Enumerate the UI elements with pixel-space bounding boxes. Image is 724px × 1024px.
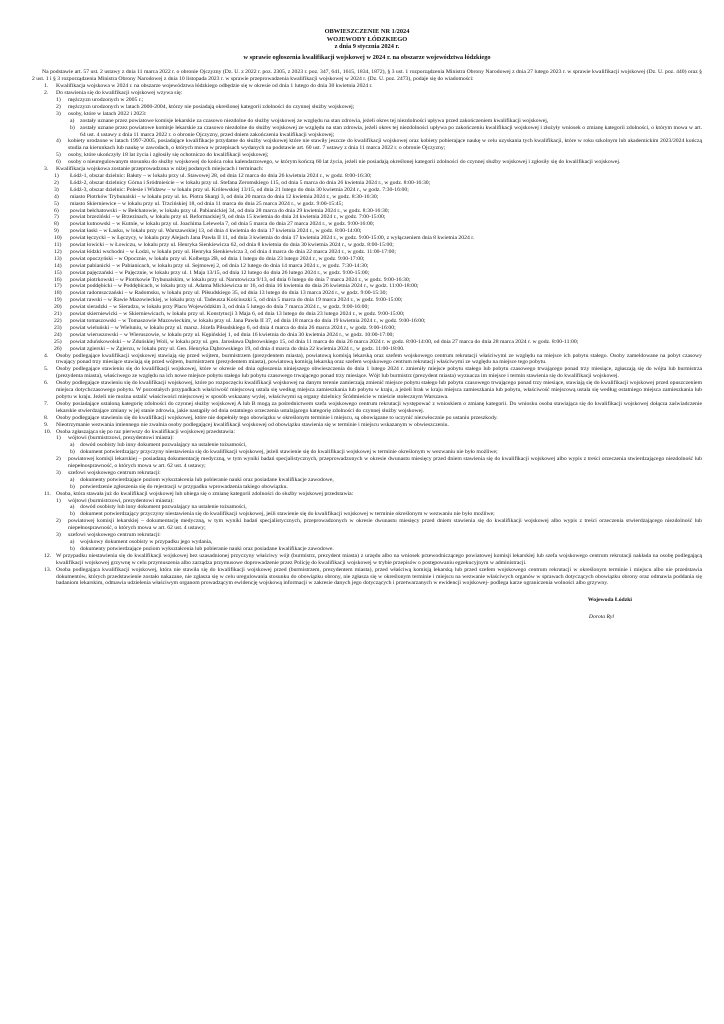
point-11-3-b-text: dokumenty potwierdzające poziom wykształcenia lub pobieranie nauki oraz posiadane kwalifikacje zawodowe. — [80, 545, 334, 552]
location-item: 16) powiat piotrkowski – w Piotrkowie Trybunalskim, w lokalu przy ul. Narutowicza 9/13, od dnia 6 lutego do dnia 7 marca 2024 r., w godz. 9:00-16:30; — [54, 276, 411, 283]
location-text: powiat rawski – w Rawie Mazowieckiej, w lokalu przy ul. Tadeusza Kościuszki 5, od dnia 5 marca do dnia 19 marca 2024 r., w godz. 9:00-15:00; — [70, 297, 403, 304]
location-item: 19) powiat rawski – w Rawie Mazowieckiej, w lokalu przy ul. Tadeusza Kościuszki 5, od dnia 5 marca do dnia 19 marca 2024 r., w godz. 9:00-15:00; — [54, 297, 403, 304]
location-text: powiat opoczyński – w Opocznie, w lokalu przy ul. Kolberga 2B, od dnia 1 lutego do dnia 23 lutego 2024 r., w godz. 9:00-17:00; — [70, 255, 365, 262]
point-9-text: Nieotrzymanie wezwania imiennego nie zwalnia osoby podlegającej kwalifikacji wojskowej od obowiązku stawienia się w terminie i miejscu wskazanym w obwieszczeniu. — [56, 421, 449, 428]
document-header — [32, 28, 702, 61]
point-2-2-text: mężczyzn urodzonych w latach 2000-2004, którzy nie posiadają określonej kategorii zdolności do czynnej służby wojskowej; — [68, 103, 355, 110]
point-10-1: 1) wójtowi (burmistrzowi, prezydentowi miasta): — [56, 435, 174, 442]
location-text: Łódź-2, obszar dzielnicy Górna i Śródmieście – w lokalu przy ul. Stefana Żeromskiego 115, od dnia 5 marca do dnia 26 kwietnia 2024 r., w godz. 8:00-16:30; — [70, 179, 431, 186]
point-11: 11. Osoba, która stawała już do kwalifikacji wojskowej lub ubiega się o zmianę kategorii zdolności do służby wojskowej przedstawia: — [44, 490, 354, 497]
point-11-1-b-text: dokument potwierdzający przyczyny niestawienia się do kwalifikacji wojskowej, jeśli stawienie się do kwalifikacji wojskowej w terminie określonym w wezwaniu nie było możliwe; — [80, 511, 495, 518]
point-11-1-a: a) dowód osobisty lub inny dokument pozwalający na ustalenie tożsamości, — [70, 504, 247, 511]
point-2-2: 2) mężczyzn urodzonych w latach 2000-2004, którzy nie posiadają określonej kategorii zdolności do czynnej służby wojskowej; — [56, 103, 355, 110]
point-11-1-a-text: dowód osobisty lub inny dokument pozwalający na ustalenie tożsamości, — [80, 504, 247, 511]
point-2-6-text: osoby o nieuregulowanym stosunku do służby wojskowej do końca roku kalendarzowego, w którym kończą 60 lat życia, jeżeli nie posiadają określonej kategorii zdolności do czynnej służby wojskowej i zgłosiły się do kwalifikacji wojskowej. — [68, 159, 621, 166]
point-2-6: 6) osoby o nieuregulowanym stosunku do służby wojskowej do końca roku kalendarzowego, w którym kończą 60 lat życia, jeżeli nie posiadają określonej kategorii zdolności do czynnej służby wojskowej i zgłosiły się do kwalifikacji wojskowej. — [56, 159, 621, 166]
point-11-3-b: b) dokumenty potwierdzające poziom wykształcenia lub pobieranie nauki oraz posiadane kwalifikacje zawodowe. — [70, 545, 334, 552]
point-11-3-a-text: wojskowy dokument osobisty w przypadku jego wydania, — [80, 539, 213, 545]
point-8-text: Osoby podlegające stawieniu się do kwalifikacji wojskowej, które nie dopełniły tego obowiązku w określonym terminie i miejscu, są obowiązane to uczynić niezwłocznie po ustaniu przeszkody. — [56, 414, 498, 421]
location-item: 18) powiat radomszczański – w Radomsku, w lokalu przy ul. Piłsudskiego 35, od dnia 13 lutego do dnia 13 marca 2024 r., w godz. 9:00-15:30; — [54, 290, 388, 297]
location-item: 12) powiat łódzki wschodni – w Łodzi, w lokalu przy ul. Henryka Sienkiewicza 3, od dnia 4 marca do dnia 22 marca 2024 r., w godz. 11:00-17:00; — [54, 248, 396, 255]
location-text: powiat łódzki wschodni – w Łodzi, w lokalu przy ul. Henryka Sienkiewicza 3, od dnia 4 marca do dnia 22 marca 2024 r., w godz. 11:00-17:00; — [70, 248, 396, 255]
point-8: 8. Osoby podlegające stawieniu się do kwalifikacji wojskowej, które nie dopełniły tego obowiązku w określonym terminie i miejscu, są obowiązane to uczynić niezwłocznie po ustaniu przeszkody. — [44, 414, 498, 421]
point-11-2: 2) powiatowej komisji lekarskiej – dokumentację medyczną, w tym wyniki badań specjalistycznych, przeprowadzonych w okresie dwunastu miesięcy przed dniem stawienia się do kwalifikacji wojskowej albo wypis z treści orzeczenia stwierdzającego niezdolność lub niepełnosprawność, o których mowa w art. 62 ust. 4 ustawy; — [56, 518, 702, 532]
point-10-2-text: powiatowej komisji lekarskiej – posiadaną dokumentację medyczną, w tym wyniki badań specjalistycznych, przeprowadzonych w okresie dwunastu miesięcy przed dniem stawienia się do kwalifikacji wojskowej albo wypis z treści orzeczenia stwierdzającego niezdolność lub niepełnosprawność, o których mowa w art. 62 ust. 4 ustawy; — [68, 456, 702, 470]
location-text: powiat wieluński – w Wieluniu, w lokalu przy ul. marsz. Józefa Piłsudskiego 6, od dnia 4 marca do dnia 26 marca 2024 r., w godz. 9:00-16:00; — [70, 324, 396, 331]
point-2-5: 5) osoby, które ukończyły 18 lat życia i zgłosiły się ochotniczo do kwalifikacji wojskowej; — [56, 152, 269, 159]
location-text: powiat zduńskowolski – w Zduńskiej Woli, w lokalu przy ul. gen. Jarosława Dąbrowskiego 15, od dnia 11 marca do dnia 26 marca 2024 r. w godz. 8:00-14:00, od dnia 27 marca do dnia 28 marca 2024 r. w godz. 8:00-11:00; — [70, 338, 579, 345]
point-11-2-text: powiatowej komisji lekarskiej – dokumentację medyczną, w tym wyniki badań specjalistycznych, przeprowadzonych w okresie dwunastu miesięcy przed dniem stawienia się do kwalifikacji wojskowej albo wypis z treści orzeczenia stwierdzającego niezdolność lub niepełnosprawność, o których mowa w art. 62 ust. 4 ustawy; — [68, 518, 702, 532]
location-item: 1) Łódź-1, obszar dzielnic: Bałuty – w lokalu przy ul. Stawowej 28, od dnia 12 marca do dnia 26 kwietnia 2024 r., w godz. 8:00-16:30; — [54, 172, 372, 179]
point-2-text: Do stawienia się do kwalifikacji wojskowej wzywa się: — [56, 90, 183, 97]
point-10-3-b: b) potwierdzenie zgłoszenia się do rejestracji w przypadku wprowadzenia takiego obowiązku. — [70, 483, 288, 490]
legal-basis-preamble: Na podstawie art. 57 ust. 2 ustawy z dnia 11 marca 2022 r. o obronie Ojczyzny (Dz. U. z 2022 r. poz. 2305, z 2023 r. poz. 347, 641, 1615, 1834, 1872), § 3 ust. 1 rozporządzenia Ministra Obrony Narodowej z dnia 27 lutego 2023 r. w sprawie kwalifikacji wojskowej (Dz. U. poz. 440) oraz § 2 ust. 1 i § 3 rozporządzenia Ministra Obrony Narodowej z dnia 10 listopada 2023 r. w sprawie przeprowadzenia kwalifikacji wojskowej w 2024 r. (Dz. U. poz. 2473), podaje się do wiadomości: — [32, 69, 702, 83]
location-text: powiat łęczycki – w Łęczycy, w lokalu przy Alejach Jana Pawła II 11, od dnia 3 kwietnia do dnia 17 kwietnia 2024 r., w godz. 9:00-15:00, z wyłączeniem dnia 8 kwietnia 2024 r. — [70, 235, 475, 242]
point-10-text: Osoba zgłaszająca się po raz pierwszy do kwalifikacji wojskowej przedstawia: — [56, 428, 235, 435]
point-10-3-b-text: potwierdzenie zgłoszenia się do rejestracji w przypadku wprowadzenia takiego obowiązku. — [80, 483, 288, 490]
location-text: powiat brzeziński – w Brzezinach, w lokalu przy ul. Reformackiej 9, od dnia 15 kwietnia do dnia 24 kwietnia 2024 r., w godz. 7:00-15:00; — [70, 214, 386, 221]
location-item: 4) miasto Piotrków Trybunalski – w lokalu przy ul. ks. Piotra Skargi 3, od dnia 20 marca do dnia 12 kwietnia 2024 r., w godz. 8:30-16:30; — [54, 193, 379, 200]
location-text: miasto Skierniewice – w lokalu przy ul. Trzcińskiej 18, od dnia 11 marca do dnia 25 marca 2024 r., w godz. 9:00-15:45; — [70, 200, 344, 207]
location-text: powiat sieradzki – w Sieradzu, w lokalu przy Placu Wojewódzkim 3, od dnia 5 lutego do dnia 7 marca 2024 r., w godz. 9:00-16:00; — [70, 304, 369, 311]
point-10-3-a-text: dokumenty potwierdzające poziom wykształcenia lub pobieranie nauki oraz posiadane kwalifikacje zawodowe, — [80, 476, 334, 483]
location-text: powiat poddębicki – w Poddębicach, w lokalu przy ul. Adama Mickiewicza nr 16, od dnia 16 kwietnia do dnia 26 kwietnia 2024 r., w godz. 11:00-18:00; — [70, 283, 419, 290]
point-2-4-text: kobiety urodzone w latach 1997-2005, posiadające kwalifikacje przydatne do służby wojskowej które nie stawiły jeszcze do kwalifikacji wojskowej oraz kobiety pobierające naukę w celu uzyskania tych kwalifikacji, które w roku szkolnym lub akademickim 2023/2024 kończą studia na kierunkach lub naukę w zawodach, o których mowa w przepisach wydanych na podstawie art. 60 ust. 7 ustawy z dnia 11 marca 2022 r. o obronie Ojczyzny; — [68, 138, 702, 152]
point-4: 4. Osoby podlegające kwalifikacji wojskowej stawiają się przed wójtem, burmistrzem (prezydentem miasta), powiatową komisją lekarską oraz szefem wojskowego centrum rekrutacji właściwymi ze względu na miejsce ich pobytu stałego. Osoby zameldowane na pobyt czasowy trwający ponad trzy miesiące stawiają się przed wójtem, burmistrzem (prezydentem miasta), powiatową komisją lekarską oraz szefem wojskowego centrum rekrutacji właściwymi ze względu na miejsce tego pobytu. — [44, 352, 702, 366]
location-item: 13) powiat opoczyński – w Opocznie, w lokalu przy ul. Kolberga 2B, od dnia 1 lutego do dnia 23 lutego 2024 r., w godz. 9:00-17:00; — [54, 255, 365, 262]
location-item: 9) powiat łaski – w Łasku, w lokalu przy ul. Warszawskiej 13, od dnia 4 kwietnia do dnia 17 kwietnia 2024 r., w godz. 8:00-14:00; — [54, 228, 362, 235]
location-text: powiat zgierski – w Zgierzu, w lokalu przy ul. Gen. Henryka Dąbrowskiego 19, od dnia 4 marca do dnia 22 kwietnia 2024 r., w godz. 11:00-18:00. — [70, 345, 405, 352]
point-10-1-a-text: dowód osobisty lub inny dokument pozwalający na ustalenie tożsamości, — [80, 442, 247, 449]
location-item: 21) powiat skierniewicki – w Skierniewicach, w lokalu przy ul. Konstytucji 3 Maja 6, od dnia 13 lutego do dnia 23 lutego 2024 r., w godz. 9:00-15:00; — [54, 311, 405, 318]
point-10-1-text: wójtowi (burmistrzowi, prezydentowi miasta): — [68, 435, 174, 442]
signature-title: Wojewoda Łódzki — [587, 597, 632, 604]
location-item: 23) powiat wieluński – w Wieluniu, w lokalu przy ul. marsz. Józefa Piłsudskiego 6, od dnia 4 marca do dnia 26 marca 2024 r., w godz. 9:00-16:00; — [54, 324, 396, 331]
point-10-3-text: szefowi wojskowego centrum rekrutacji: — [68, 469, 161, 476]
point-11-1-b: b) dokument potwierdzający przyczyny niestawienia się do kwalifikacji wojskowej, jeśli stawienie się do kwalifikacji wojskowej w terminie określonym w wezwaniu nie było możliwe; — [70, 511, 495, 518]
location-item: 25) powiat zduńskowolski – w Zduńskiej Woli, w lokalu przy ul. gen. Jarosława Dąbrowskiego 15, od dnia 11 marca do dnia 26 marca 2024 r. w godz. 8:00-14:00, od dnia 27 marca do dnia 28 marca 2024 r. w godz. 8:00-11:00; — [54, 338, 579, 345]
point-5: 5. Osoby podlegające stawieniu się do kwalifikacji wojskowej, które w okresie od dnia ogłoszenia niniejszego obwieszczenia do dnia 1 lutego 2024 r. zmieniły miejsce pobytu stałego lub pobytu czasowego trwającego ponad trzy miesiące, zgłaszają się do wójta lub burmistrza (prezydenta miasta), właściwego ze względu na ich nowe miejsce pobytu stałego lub pobytu czasowego trwającego ponad trzy miesiące. Wójt lub burmistrz (prezydent miasta) wyznacza im miejsce i termin stawienia się do kwalifikacji wojskowej. — [44, 366, 702, 380]
point-6: 6. Osoby podlegające stawieniu się do kwalifikacji wojskowej, które po rozpoczęciu kwalifikacji wojskowej na danym terenie zamierzają zmienić miejsce pobytu stałego lub pobytu czasowego trwającego ponad trzy miesiące, stawiają się do kwalifikacji wojskowej przed opuszczeniem miejsca dotychczasowego pobytu. W pozostałych przypadkach właściwość miejscową ustala się według miejsca zamieszkania lub pobytu w kraju, a jeżeli brak w kraju miejsca zamieszkania lub pobytu, właściwość miejscową ustala się według ostatniego miejsca zamieszkania lub pobytu w kraju. Jeżeli nie można ustalić właściwości miejscowej w sposób wskazany wyżej, właściwymi są organy dzielnicy Śródmieście w mieście stołecznym Warszawa. — [44, 380, 702, 400]
location-item: 22) powiat tomaszowski – w Tomaszowie Mazowieckim, w lokalu przy ul. Jana Pawła II 37, od dnia 18 marca do dnia 19 kwietnia 2024 r., w godz. 9:00-16:00; — [54, 318, 426, 324]
point-13-text: Osoba podlegająca kwalifikacji wojskowej, która nie stawiła się do kwalifikacji wojskowej przed (burmistrzem, prezydentem miasta), przed właściwą komisją lekarską lub przed szefem wojskowego centrum rekrutacji w określonym terminie i miejscu albo nie przedstawia dokumentów, których przedstawienie zostało nakazane, nie zgłasza się w celu uregulowania stosunku do obowiązku obrony, nie zgłasza się w określonym terminie i miejscu na wezwanie właściwych organów w sprawach dotyczących obowiązku obrony oraz odmawia poddania się badaniom lekarskim, odmawia udzielenia właściwym organom prowadzącym ewidencję wojskową informacji w zakresie danych jego dotyczących i przetwarzanych w ewidencji wojskowej- podlega karze ograniczenia wolności albo grzywny. — [56, 566, 702, 587]
location-text: powiat radomszczański – w Radomsku, w lokalu przy ul. Piłsudskiego 35, od dnia 13 lutego do dnia 13 marca 2024 r., w godz. 9:00-15:30; — [70, 290, 388, 297]
location-text: miasto Piotrków Trybunalski – w lokalu przy ul. ks. Piotra Skargi 3, od dnia 20 marca do dnia 12 kwietnia 2024 r., w godz. 8:30-16:30; — [70, 193, 379, 200]
location-text: powiat łowicki – w Łowiczu, w lokalu przy ul. Henryka Sienkiewicza 62, od dnia 8 kwietnia do dnia 30 kwietnia 2024 r., w godz. 8:00-15:00; — [70, 242, 394, 249]
location-item: 2) Łódź-2, obszar dzielnicy Górna i Śródmieście – w lokalu przy ul. Stefana Żeromskiego 115, od dnia 5 marca do dnia 26 kwietnia 2024 r., w godz. 8:00-16:30; — [54, 179, 431, 186]
point-10-1-b-text: dokument potwierdzający przyczyny niestawienia się do kwalifikacji wojskowej, jeżeli stawienie się do kwalifikacji wojskowej w terminie określonym w wezwaniu nie było możliwe; — [80, 449, 498, 456]
location-item: 6) powiat bełchatowski – w Bełchatowie, w lokalu przy ul. Pabianickiej 34, od dnia 28 marca do dnia 29 kwietnia 2024 r., w godz. 8:30-16:30; — [54, 207, 390, 214]
point-2-1-text: mężczyzn urodzonych w 2005 r.; — [68, 97, 144, 103]
location-item: 7) powiat brzeziński – w Brzezinach, w lokalu przy ul. Reformackiej 9, od dnia 15 kwietnia do dnia 24 kwietnia 2024 r., w godz. 7:00-15:00; — [54, 214, 386, 221]
point-10-1-a: a) dowód osobisty lub inny dokument pozwalający na ustalenie tożsamości, — [70, 442, 247, 449]
location-list — [32, 173, 702, 353]
location-text: powiat tomaszowski – w Tomaszowie Mazowieckim, w lokalu przy ul. Jana Pawła II 37, od dnia 18 marca do dnia 19 kwietnia 2024 r., w godz. 9:00-16:00; — [70, 318, 426, 324]
location-text: powiat skierniewicki – w Skierniewicach, w lokalu przy ul. Konstytucji 3 Maja 6, od dnia 13 lutego do dnia 23 lutego 2024 r., w godz. 9:00-15:00; — [70, 311, 405, 318]
point-2-3-b-text: zostały uznane przez powiatowe komisje lekarskie za czasowo niezdolne do służby wojskowej ze względu na stan zdrowia, jeżeli okres tej niezdolności upływa po zakończeniu kwalifikacji wojskowej i złożyły wniosek o zmianę kategorii zdolności, o którym mowa w art. 64 ust. 4 ustawy z dnia 11 marca 2022 r. o obronie Ojczyzny, przed dniem zakończenia kwalifikacji wojskowej; — [80, 124, 702, 138]
point-11-3-text: szefowi wojskowego centrum rekrutacji: — [68, 532, 161, 539]
point-4-text: Osoby podlegające kwalifikacji wojskowej stawiają się przed wójtem, burmistrzem (prezydentem miasta), powiatową komisją lekarską oraz szefem wojskowego centrum rekrutacji właściwymi ze względu na miejsce ich pobytu stałego. Osoby zameldowane na pobyt czasowy trwający ponad trzy miesiące stawiają się przed wójtem, burmistrzem (prezydentem miasta), powiatową komisją lekarską oraz szefem wojskowego centrum rekrutacji właściwymi ze względu na miejsce tego pobytu. — [56, 352, 702, 366]
location-item: 11) powiat łowicki – w Łowiczu, w lokalu przy ul. Henryka Sienkiewicza 62, od dnia 8 kwietnia do dnia 30 kwietnia 2024 r., w godz. 8:00-15:00; — [54, 242, 394, 249]
point-6-text: Osoby podlegające stawieniu się do kwalifikacji wojskowej, które po rozpoczęciu kwalifikacji wojskowej na danym terenie zamierzają zmienić miejsce pobytu stałego lub pobytu czasowego trwającego ponad trzy miesiące, stawiają się do kwalifikacji wojskowej przed opuszczeniem miejsca dotychczasowego pobytu. W pozostałych przypadkach właściwość miejscową ustala się według miejsca zamieszkania lub pobytu w kraju, a jeżeli brak w kraju miejsca zamieszkania lub pobytu, właściwość miejscową ustala się według ostatniego miejsca zamieszkania lub pobytu w kraju. Jeżeli nie można ustalić właściwości miejscowej w sposób wskazany wyżej, właściwymi są organy dzielnicy Śródmieście w mieście stołecznym Warszawa. — [56, 380, 702, 400]
numbered-points — [32, 83, 702, 587]
location-text: powiat pabianicki – w Pabianicach, w lokalu przy ul. Sejmowej 2, od dnia 12 lutego do dnia 14 marca 2024 r., w godz. 7:30-14:30; — [70, 262, 369, 269]
point-10-2: 2) powiatowej komisji lekarskiej – posiadaną dokumentację medyczną, w tym wyniki badań specjalistycznych, przeprowadzonych w okresie dwunastu miesięcy przed dniem stawienia się do kwalifikacji wojskowej albo wypis z treści orzeczenia stwierdzającego niezdolność lub niepełnosprawność, o których mowa w art. 62 ust. 4 ustawy; — [56, 456, 702, 470]
point-2-3-text: osoby, które w latach 2022 i 2023: — [68, 110, 147, 117]
location-item: 10) powiat łęczycki – w Łęczycy, w lokalu przy Alejach Jana Pawła II 11, od dnia 3 kwietnia do dnia 17 kwietnia 2024 r., w godz. 9:00-15:00, z wyłączeniem dnia 8 kwietnia 2024 r. — [54, 235, 475, 242]
point-2-5-text: osoby, które ukończyły 18 lat życia i zgłosiły się ochotniczo do kwalifikacji wojskowej; — [68, 152, 269, 159]
point-1-text: Kwalifikacja wojskowa w 2024 r. na obszarze województwa łódzkiego odbędzie się w okresie od dnia 1 lutego do dnia 30 kwietnia 2024 r. — [56, 83, 373, 90]
location-text: Łódź-1, obszar dzielnic: Bałuty – w lokalu przy ul. Stawowej 28, od dnia 12 marca do dnia 26 kwietnia 2024 r., w godz. 8:00-16:30; — [70, 172, 372, 179]
point-10-3: 3) szefowi wojskowego centrum rekrutacji: — [56, 469, 161, 476]
point-2-3: 3) osoby, które w latach 2022 i 2023: — [56, 110, 147, 117]
location-item: 15) powiat pajęczański – w Pajęcznie, w lokalu przy ul. 1 Maja 13/15, od dnia 12 lutego do dnia 26 lutego 2024 r., w godz. 9:00-15:00; — [54, 269, 370, 276]
point-5-text: Osoby podlegające stawieniu się do kwalifikacji wojskowej, które w okresie od dnia ogłoszenia niniejszego obwieszczenia do dnia 1 lutego 2024 r. zmieniły miejsce pobytu stałego lub pobytu czasowego trwającego ponad trzy miesiące, zgłaszają się do wójta lub burmistrza (prezydenta miasta), właściwego ze względu na ich nowe miejsce pobytu stałego lub pobytu czasowego trwającego ponad trzy miesiące. Wójt lub burmistrz (prezydent miasta) wyznacza im miejsce i termin stawienia się do kwalifikacji wojskowej. — [56, 366, 702, 380]
location-item: 20) powiat sieradzki – w Sieradzu, w lokalu przy Placu Wojewódzkim 3, od dnia 5 lutego do dnia 7 marca 2024 r., w godz. 9:00-16:00; — [54, 304, 369, 311]
issuing-authority: WOJEWODY ŁÓDZKIEGO — [326, 35, 408, 43]
location-item: 3) Łódź-3, obszar dzielnic: Polesie i Widzew – w lokalu przy ul. Królewskiej 13/15, od dnia 21 lutego do dnia 30 kwietnia 2024 r., w godz. 7:30-16:00; — [54, 186, 409, 193]
point-12-text: W przypadku niestawienia się do kwalifikacji wojskowej bez uzasadnionej przyczyny właściwy wójt (burmistrz, prezydent miasta) z urzędu albo na wniosek przewodniczącego powiatowej komisji lekarskiej lub szefa wojskowego centrum rekrutacji nakłada na osobę podlegającą kwalifikacji wojskowej grzywnę w celu przymuszenia albo zarządza przymusowe doprowadzenie przez Policję do kwalifikacji wojskowej w trybie przepisów o postępowaniu egzekucyjnym w administracji. — [56, 552, 702, 566]
point-2-3-a: a) zostały uznane przez powiatowe komisje lekarskie za czasowo niezdolne do służby wojskowej ze względu na stan zdrowia, jeżeli okres tej niezdolności upływa przed zakończeniem kwalifikacji wojskowej, — [70, 117, 549, 124]
point-2-1: 1) mężczyzn urodzonych w 2005 r.; — [56, 97, 144, 103]
point-3-text: Kwalifikacja wojskowa zostanie przeprowadzona w niżej podanych miejscach i terminach: — [56, 166, 264, 173]
point-2-3-a-text: zostały uznane przez powiatowe komisje lekarskie za czasowo niezdolne do służby wojskowej ze względu na stan zdrowia, jeżeli okres tej niezdolności upływa przed zakończeniem kwalifikacji wojskowej, — [80, 117, 549, 124]
location-text: powiat piotrkowski – w Piotrkowie Trybunalskim, w lokalu przy ul. Narutowicza 9/13, od dnia 6 lutego do dnia 7 marca 2024 r., w godz. 9:00-16:30; — [70, 276, 411, 283]
point-11-3: 3) szefowi wojskowego centrum rekrutacji: — [56, 532, 161, 539]
point-11-text: Osoba, która stawała już do kwalifikacji wojskowej lub ubiega się o zmianę kategorii zdolności do służby wojskowej przedstawia: — [56, 490, 354, 497]
point-12: 12. W przypadku niestawienia się do kwalifikacji wojskowej bez uzasadnionej przyczyny właściwy wójt (burmistrz, prezydent miasta) z urzędu albo na wniosek przewodniczącego powiatowej komisji lekarskiej lub szefa wojskowego centrum rekrutacji nakłada na osobę podlegającą kwalifikacji wojskowej grzywnę w celu przymuszenia albo zarządza przymusowe doprowadzenie przez Policję do kwalifikacji wojskowej w trybie przepisów o postępowaniu egzekucyjnym w administracji. — [44, 552, 702, 566]
point-11-3-a: a) wojskowy dokument osobisty w przypadku jego wydania, — [70, 539, 213, 545]
location-text: Łódź-3, obszar dzielnic: Polesie i Widzew – w lokalu przy ul. Królewskiej 13/15, od dnia 21 lutego do dnia 30 kwietnia 2024 r., w godz. 7:30-16:00; — [70, 186, 409, 193]
point-10-3-a: a) dokumenty potwierdzające poziom wykształcenia lub pobieranie nauki oraz posiadane kwalifikacje zawodowe, — [70, 476, 334, 483]
point-9: 9. Nieotrzymanie wezwania imiennego nie zwalnia osoby podlegającej kwalifikacji wojskowej od obowiązku stawienia się w terminie i miejscu wskazanym w obwieszczeniu. — [44, 421, 449, 428]
point-2: 2. Do stawienia się do kwalifikacji wojskowej wzywa się: — [44, 90, 183, 97]
location-text: powiat kutnowski – w Kutnie, w lokalu przy ul. Joachima Lelewela 7, od dnia 5 marca do dnia 27 marca 2024 r., w godz. 9:00-16:00; — [70, 221, 375, 228]
location-text: powiat wieruszowski – w Wieruszowie, w lokalu przy ul. Kępińskiej 1, od dnia 16 kwietnia do dnia 30 kwietnia 2024 r., w godz. 10:00-17:00; — [70, 331, 394, 338]
document-title: OBWIESZCZENIE NR 1/2024 — [324, 28, 410, 35]
point-11-1: 1) wójtowi (burmistrzowi, prezydentowi miasta): — [56, 497, 174, 504]
point-13: 13. Osoba podlegająca kwalifikacji wojskowej, która nie stawiła się do kwalifikacji wojskowej przed (burmistrzem, prezydentem miasta), przed właściwą komisją lekarską lub przed szefem wojskowego centrum rekrutacji w określonym terminie i miejscu albo nie przedstawia dokumentów, których przedstawienie zostało nakazane, nie zgłasza się w celu uregulowania stosunku do obowiązku obrony, nie zgłasza się w określonym terminie i miejscu na wezwanie właściwych organów w sprawach dotyczących obowiązku obrony oraz odmawia poddania się badaniom lekarskim, odmawia udzielenia właściwym organom prowadzącym ewidencję wojskową informacji w zakresie danych jego dotyczących i przetwarzanych w ewidencji wojskowej- podlega karze ograniczenia wolności albo grzywny. — [44, 566, 702, 587]
point-10: 10. Osoba zgłaszająca się po raz pierwszy do kwalifikacji wojskowej przedstawia: — [44, 428, 235, 435]
location-item: 24) powiat wieruszowski – w Wieruszowie, w lokalu przy ul. Kępińskiej 1, od dnia 16 kwietnia do dnia 30 kwietnia 2024 r., w godz. 10:00-17:00; — [54, 331, 394, 338]
issue-date: z dnia 9 stycznia 2024 r. — [334, 43, 400, 51]
location-text: powiat łaski – w Łasku, w lokalu przy ul. Warszawskiej 13, od dnia 4 kwietnia do dnia 17 kwietnia 2024 r., w godz. 8:00-14:00; — [70, 228, 362, 235]
point-2-3-b: b) zostały uznane przez powiatowe komisje lekarskie za czasowo niezdolne do służby wojskowej ze względu na stan zdrowia, jeżeli okres tej niezdolności upływa po zakończeniu kwalifikacji wojskowej i złożyły wniosek o zmianę kategorii zdolności, o którym mowa w art. 64 ust. 4 ustawy z dnia 11 marca 2022 r. o obronie Ojczyzny, przed dniem zakończenia kwalifikacji wojskowej; — [70, 124, 702, 138]
location-item: 5) miasto Skierniewice – w lokalu przy ul. Trzcińskiej 18, od dnia 11 marca do dnia 25 marca 2024 r., w godz. 9:00-15:45; — [54, 200, 344, 207]
location-text: powiat bełchatowski – w Bełchatowie, w lokalu przy ul. Pabianickiej 34, od dnia 28 marca do dnia 29 kwietnia 2024 r., w godz. 8:30-16:30; — [70, 207, 390, 214]
point-2-4: 4) kobiety urodzone w latach 1997-2005, posiadające kwalifikacje przydatne do służby wojskowej które nie stawiły jeszcze do kwalifikacji wojskowej oraz kobiety pobierające naukę w celu uzyskania tych kwalifikacji, które w roku szkolnym lub akademickim 2023/2024 kończą studia na kierunkach lub naukę w zawodach, o których mowa w przepisach wydanych na podstawie art. 60 ust. 7 ustawy z dnia 11 marca 2022 r. o obronie Ojczyzny; — [56, 138, 702, 152]
location-item: 26) powiat zgierski – w Zgierzu, w lokalu przy ul. Gen. Henryka Dąbrowskiego 19, od dnia 4 marca do dnia 22 kwietnia 2024 r., w godz. 11:00-18:00. — [54, 345, 405, 352]
point-1: 1. Kwalifikacja wojskowa w 2024 r. na obszarze województwa łódzkiego odbędzie się w okresie od dnia 1 lutego do dnia 30 kwietnia 2024 r. — [44, 83, 373, 90]
location-item: 14) powiat pabianicki – w Pabianicach, w lokalu przy ul. Sejmowej 2, od dnia 12 lutego do dnia 14 marca 2024 r., w godz. 7:30-14:30; — [54, 262, 369, 269]
document-subtitle: w sprawie ogłoszenia kwalifikacji wojskowej w 2024 r. na obszarze województwa łódzkiego — [243, 53, 491, 61]
point-10-1-b: b) dokument potwierdzający przyczyny niestawienia się do kwalifikacji wojskowej, jeżeli stawienie się do kwalifikacji wojskowej w terminie określonym w wezwaniu nie było możliwe; — [70, 449, 498, 456]
point-3: 3. Kwalifikacja wojskowa zostanie przeprowadzona w niżej podanych miejscach i terminach: — [44, 166, 264, 173]
location-item: 17) powiat poddębicki – w Poddębicach, w lokalu przy ul. Adama Mickiewicza nr 16, od dnia 16 kwietnia do dnia 26 kwietnia 2024 r., w godz. 11:00-18:00; — [54, 283, 419, 290]
location-item: 8) powiat kutnowski – w Kutnie, w lokalu przy ul. Joachima Lelewela 7, od dnia 5 marca do dnia 27 marca 2024 r., w godz. 9:00-16:00; — [54, 221, 375, 228]
point-7-text: Osoby posiadające ustaloną kategorię zdolności do czynnej służby wojskowej A lub B mogą za pośrednictwem szefa wojskowego centrum rekrutacji występować z wnioskiem o zmianę kategorii. Do wniosku osoba stawiająca się do kwalifikacji wojskowej dołącza zaświadczenie lekarskie stwierdzające zmiany w jej stanie zdrowia, jakie nastąpiły od dnia ostatniego orzeczenia ustalającego kategorię zdolności do czynnej służby wojskowej. — [56, 400, 702, 414]
signature-name: Dorota Ryl — [588, 614, 614, 621]
point-11-1-text: wójtowi (burmistrzowi, prezydentowi miasta): — [68, 497, 174, 504]
location-text: powiat pajęczański – w Pajęcznie, w lokalu przy ul. 1 Maja 13/15, od dnia 12 lutego do dnia 26 lutego 2024 r., w godz. 9:00-15:00; — [70, 269, 370, 276]
point-7: 7. Osoby posiadające ustaloną kategorię zdolności do czynnej służby wojskowej A lub B mogą za pośrednictwem szefa wojskowego centrum rekrutacji występować z wnioskiem o zmianę kategorii. Do wniosku osoba stawiająca się do kwalifikacji wojskowej dołącza zaświadczenie lekarskie stwierdzające zmiany w jej stanie zdrowia, jakie nastąpiły od dnia ostatniego orzeczenia ustalającego kategorię zdolności do czynnej służby wojskowej. — [44, 400, 702, 414]
